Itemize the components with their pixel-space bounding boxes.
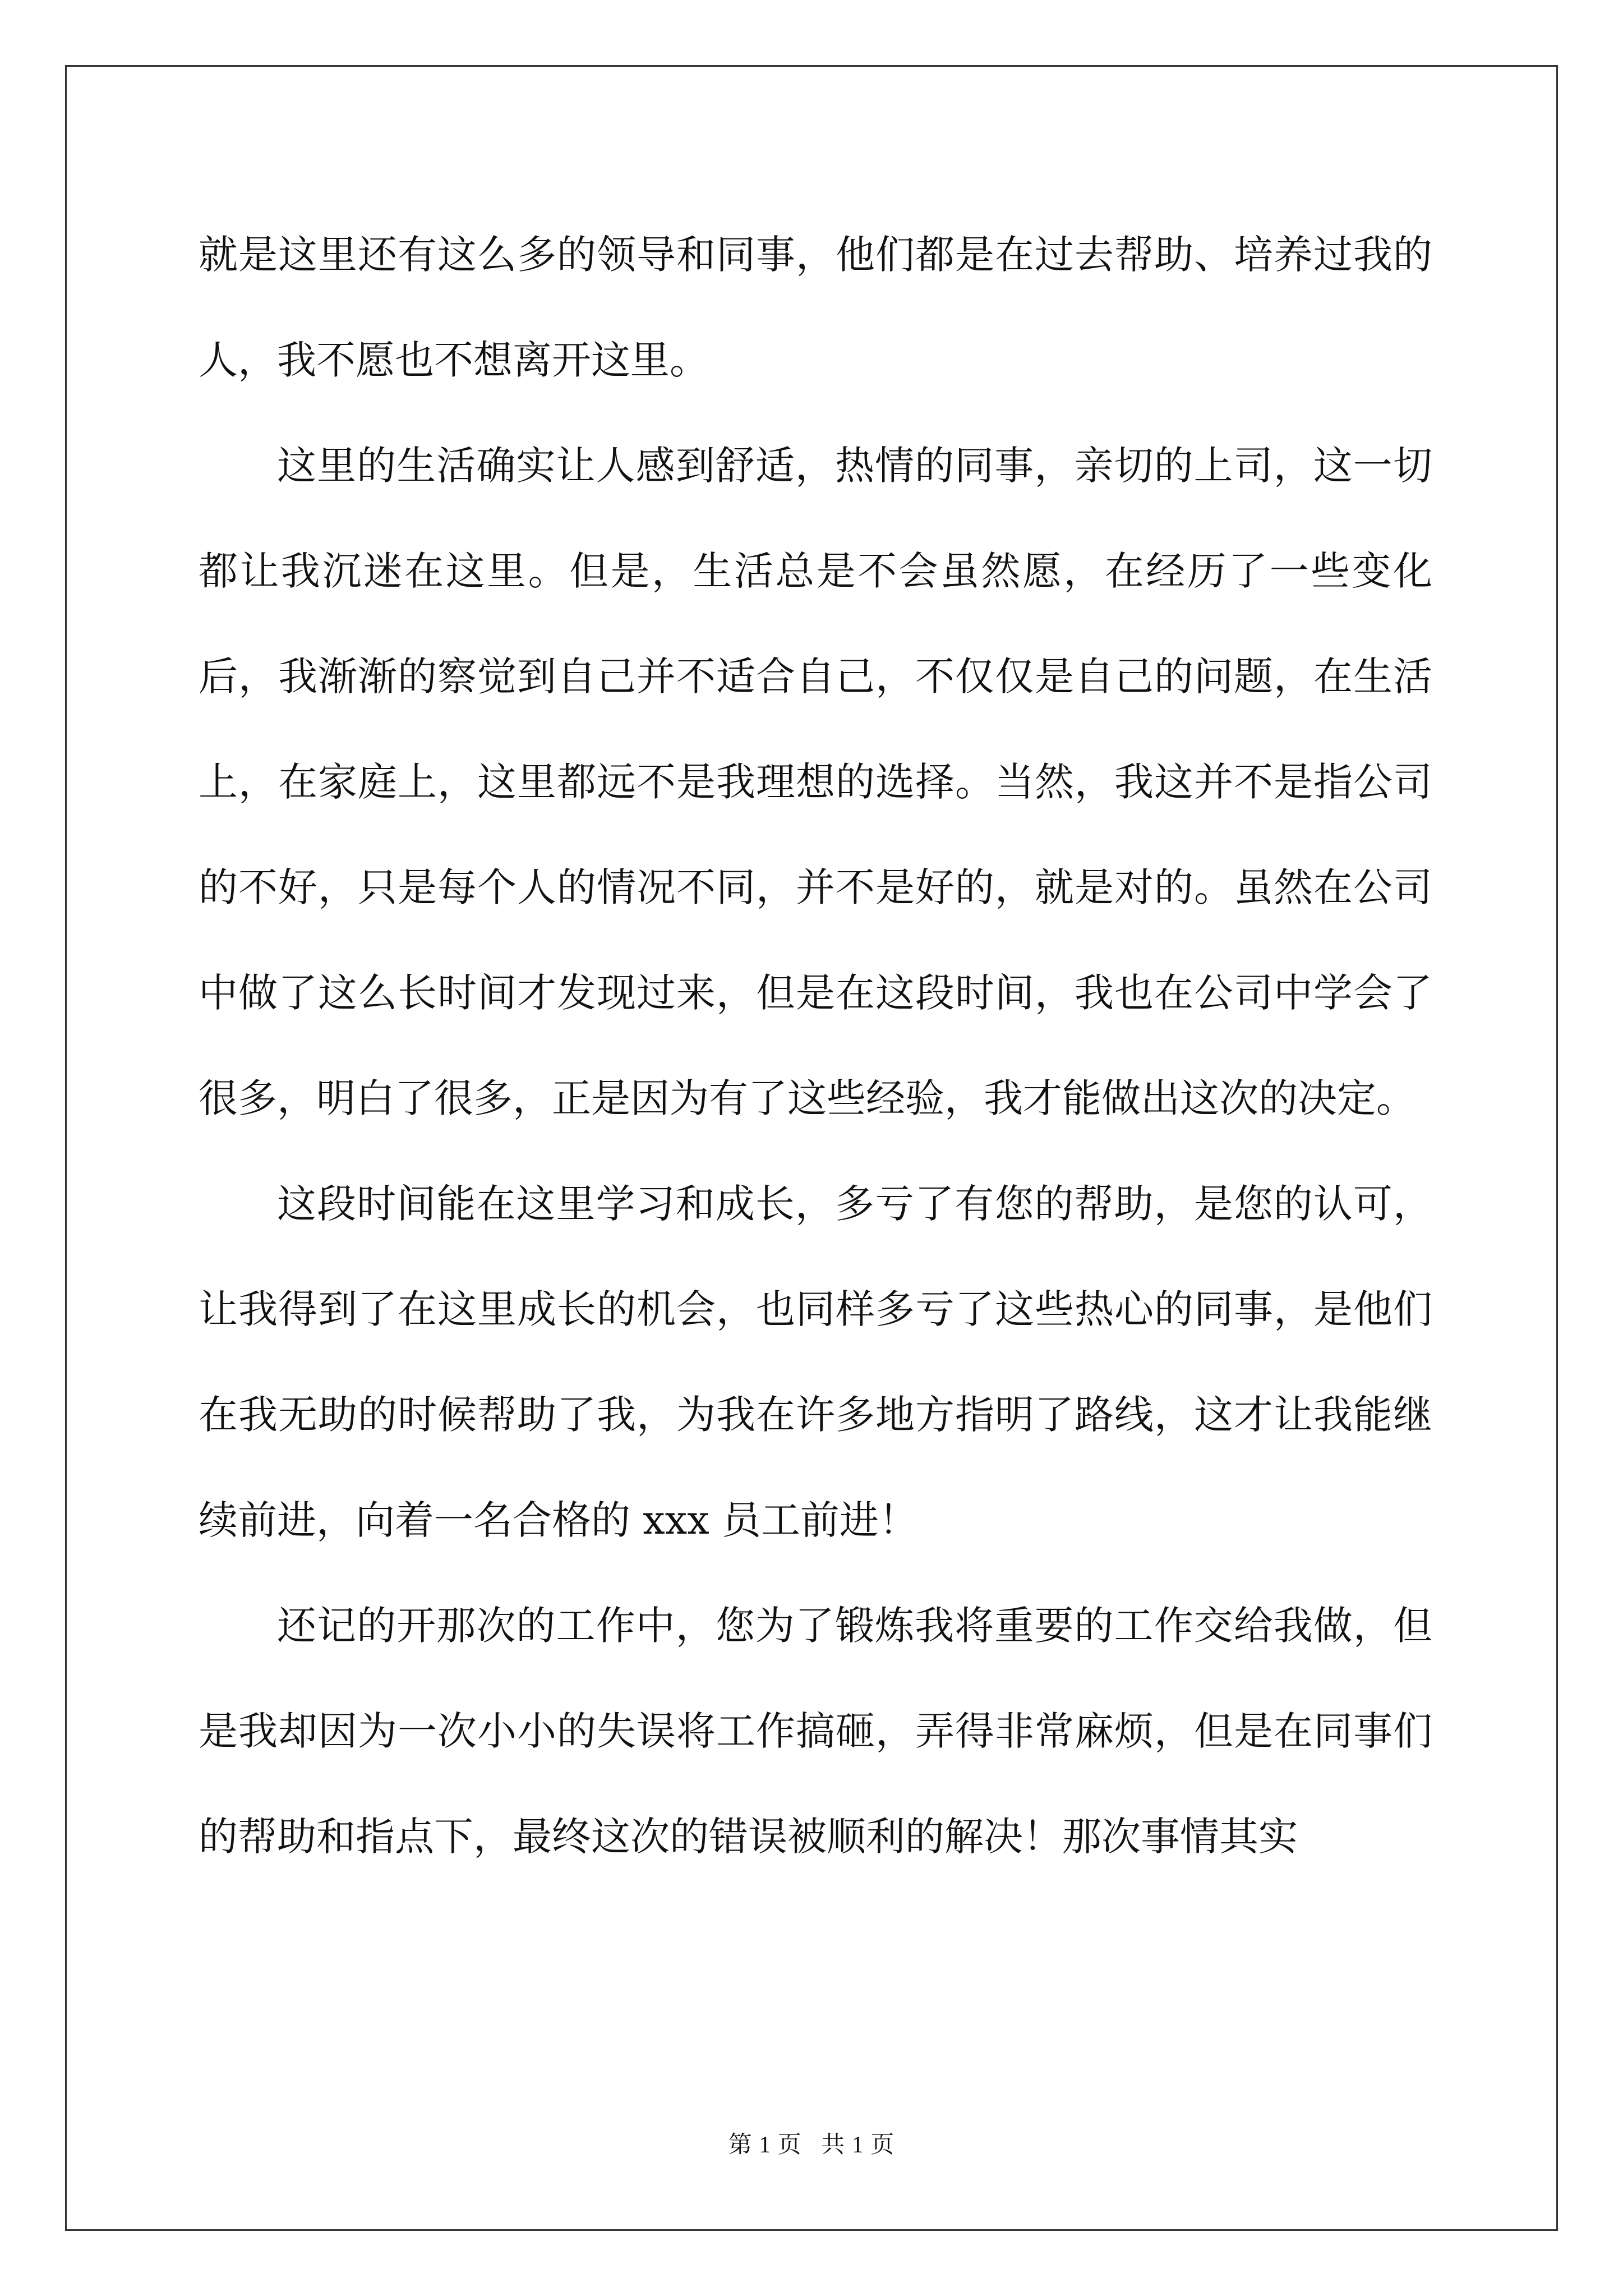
page-number: 第 1 页 (728, 2132, 802, 2158)
document-body (199, 202, 1432, 1889)
paragraph-1: 就是这里还有这么多的领导和同事，他们都是在过去帮助、培养过我的人，我不愿也不想离开这里。 (199, 232, 1432, 383)
page-total: 共 1 页 (821, 2132, 895, 2158)
paragraph-4: 还记的开那次的工作中，您为了锻炼我将重要的工作交给我做，但是我却因为一次小小的失误将工作搞砸，弄得非常麻烦，但是在同事们的帮助和指点下，最终这次的错误被顺利的解决！那次事情其实 (199, 1603, 1432, 1860)
paragraph-2: 这里的生活确实让人感到舒适，热情的同事，亲切的上司，这一切都让我沉迷在这里。但是，生活总是不会虽然愿，在经历了一些变化后，我渐渐的察觉到自己并不适合自己，不仅仅是自己的问题，在生活上，在家庭上，这里都远不是我理想的选择。当然，我这并不是指公司的不好，只是每个人的情况不同，并不是好的，就是对的。虽然在公司中做了这么长时间才发现过来，但是在这段时间，我也在公司中学会了很多，明白了很多，正是因为有了这些经验，我才能做出这次的决定。 (199, 443, 1432, 1121)
paragraph-3: 这段时间能在这里学习和成长，多亏了有您的帮助，是您的认可，让我得到了在这里成长的机会，也同样多亏了这些热心的同事，是他们在我无助的时候帮助了我，为我在许多地方指明了路线，这才让我能继续前进，向着一名合格的 xxx 员工前进！ (199, 1181, 1432, 1543)
page-footer (0, 2126, 1623, 2160)
